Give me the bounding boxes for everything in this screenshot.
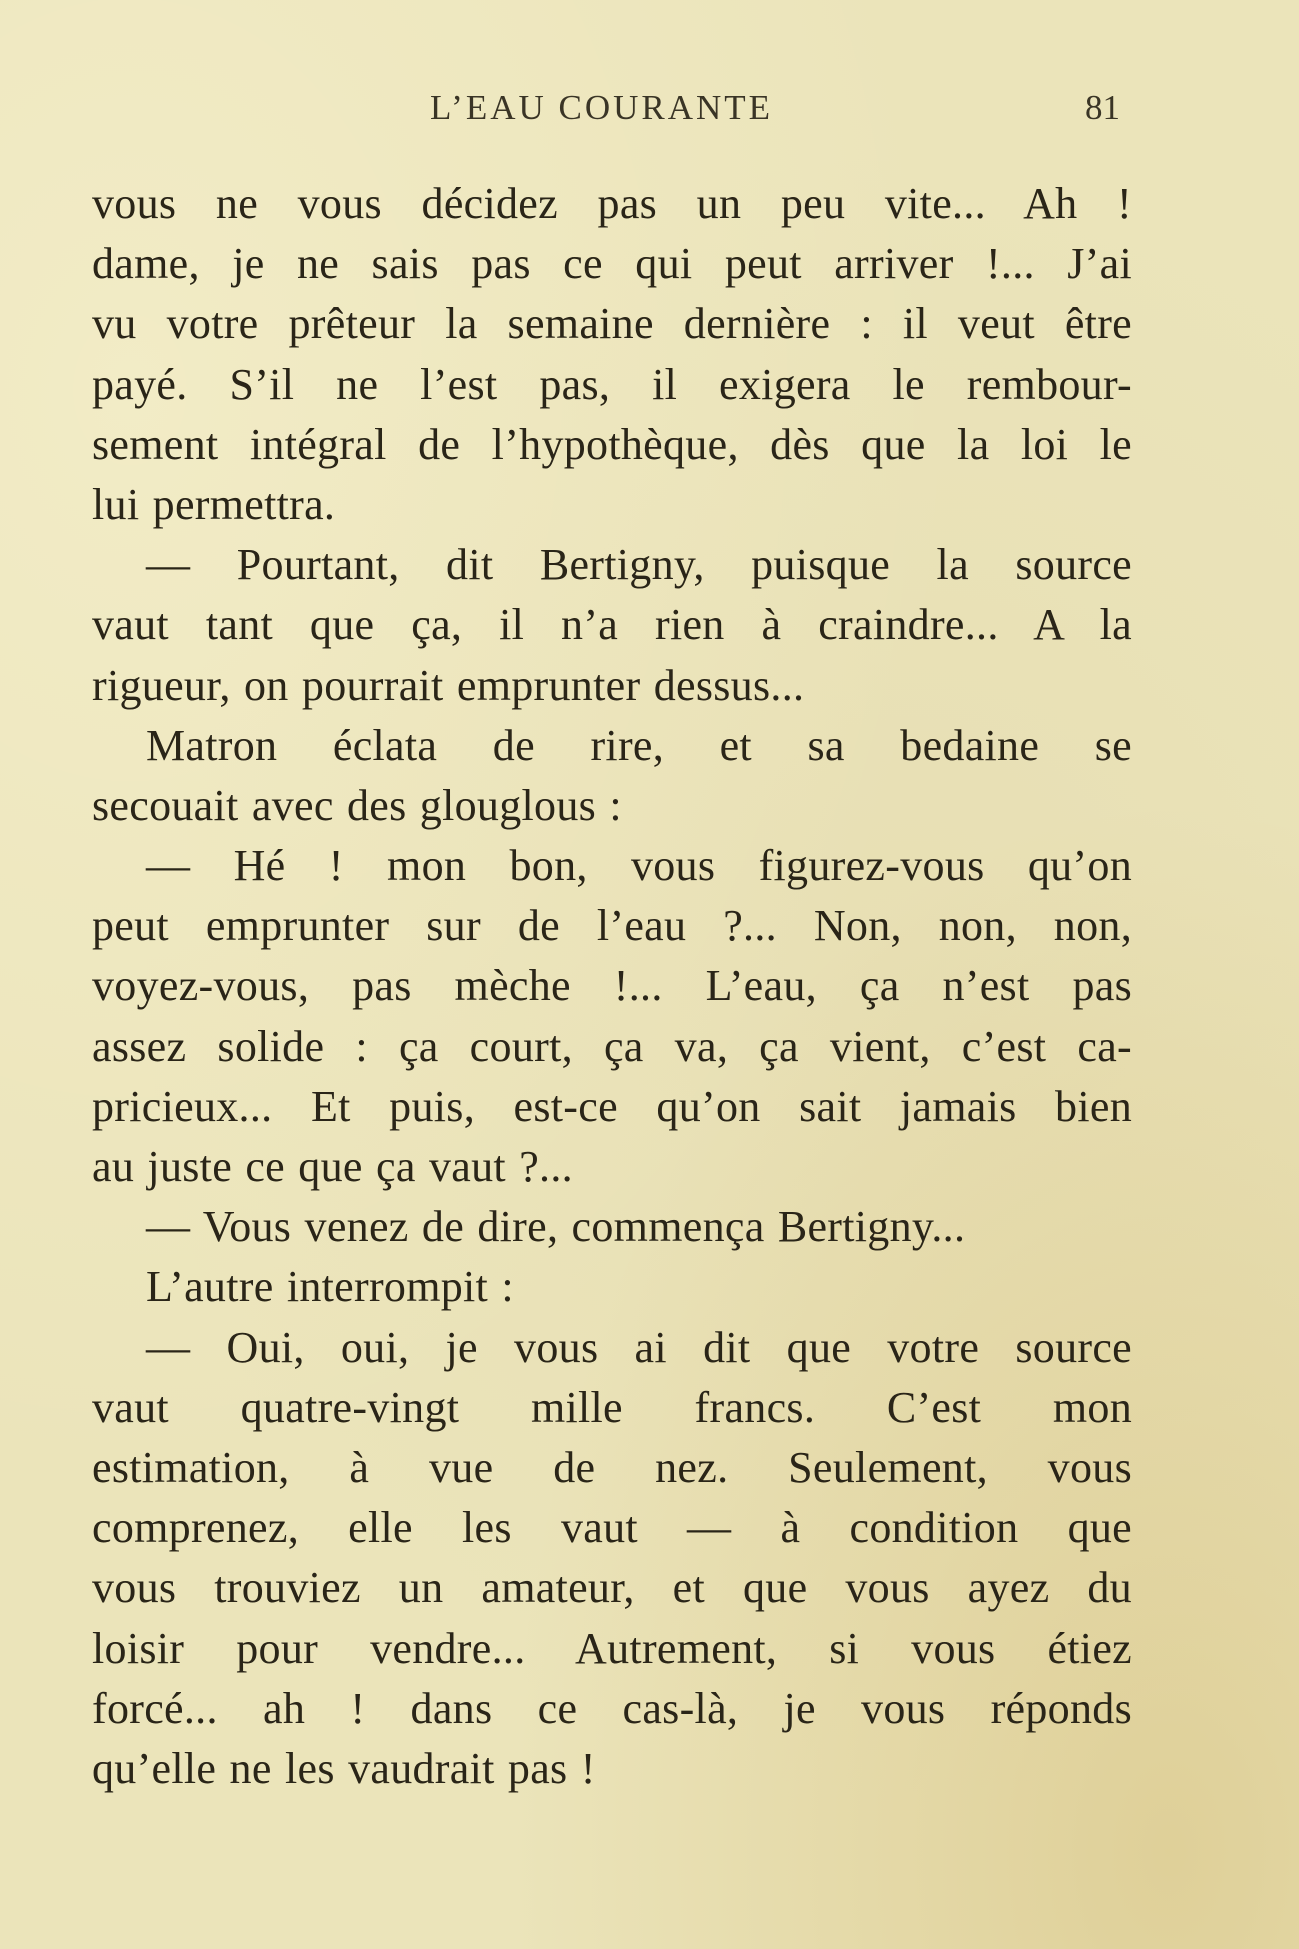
text-line: lui permettra. bbox=[92, 479, 336, 529]
running-title: L’EAU COURANTE bbox=[430, 88, 774, 127]
text-line: peut emprunter sur de l’eau ?... Non, non, non, bbox=[92, 901, 1132, 951]
text-line: — Hé ! mon bon, vous figurez-vous qu’on bbox=[146, 841, 1132, 891]
text-line: vous ne vous décidez pas un peu vite... Ah ! bbox=[92, 179, 1132, 228]
text-line: pricieux... Et puis, est-ce qu’on sait jamais bien bbox=[92, 1081, 1132, 1131]
text-line: vu votre prêteur la semaine dernière : il veut être bbox=[92, 299, 1132, 349]
text-line: voyez-vous, pas mèche !... L’eau, ça n’est pas bbox=[92, 961, 1132, 1011]
text-line: loisir pour vendre... Autrement, si vous étiez bbox=[92, 1623, 1132, 1673]
text-line: forcé... ah ! dans ce cas-là, je vous réponds bbox=[92, 1683, 1132, 1733]
text-line: vaut tant que ça, il n’a rien à craindre... A la bbox=[92, 600, 1132, 650]
body-text bbox=[92, 174, 1132, 1799]
text-line: vous trouviez un amateur, et que vous ayez du bbox=[92, 1563, 1132, 1613]
text-line: qu’elle ne les vaudrait pas ! bbox=[92, 1743, 596, 1793]
text-line: — Vous venez de dire, commença Bertigny... bbox=[146, 1202, 966, 1252]
text-line: dame, je ne sais pas ce qui peut arriver !... J’ai bbox=[92, 239, 1132, 289]
text-line: — Pourtant, dit Bertigny, puisque la source bbox=[146, 540, 1132, 590]
text-line: sement intégral de l’hypothèque, dès que la loi le bbox=[92, 419, 1132, 469]
text-line: L’autre interrompit : bbox=[146, 1262, 514, 1312]
text-line: assez solide : ça court, ça va, ça vient, c’est ca- bbox=[92, 1021, 1132, 1071]
page-number: 81 bbox=[1085, 88, 1120, 127]
text-line: payé. S’il ne l’est pas, il exigera le rembour- bbox=[92, 359, 1132, 409]
text-line: estimation, à vue de nez. Seulement, vous bbox=[92, 1442, 1132, 1492]
text-line: secouait avec des glouglous : bbox=[92, 780, 622, 830]
text-line: Matron éclata de rire, et sa bedaine se bbox=[146, 720, 1132, 770]
text-line: comprenez, elle les vaut — à condition que bbox=[92, 1503, 1132, 1553]
text-line: vaut quatre-vingt mille francs. C’est mon bbox=[92, 1382, 1132, 1432]
page-header bbox=[90, 88, 1130, 138]
text-line: rigueur, on pourrait emprunter dessus... bbox=[92, 660, 805, 710]
text-line: au juste ce que ça vaut ?... bbox=[92, 1142, 573, 1191]
text-line: — Oui, oui, je vous ai dit que votre source bbox=[146, 1322, 1132, 1372]
